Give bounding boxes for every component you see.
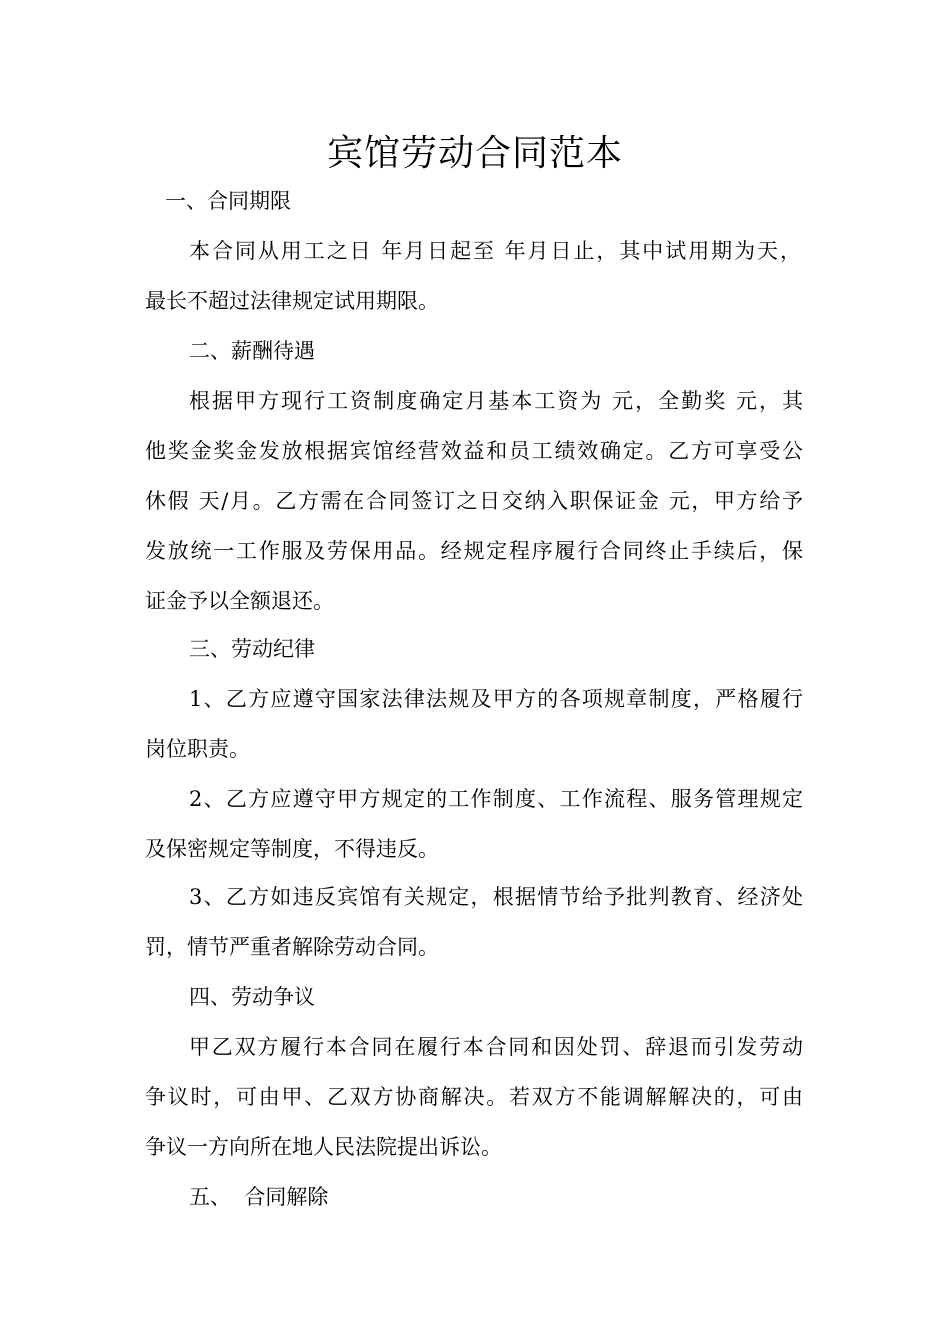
paragraph-line: 罚，情节严重者解除劳动合同。 (145, 935, 439, 959)
paragraph-line: 根据甲方现行工资制度确定月基本工资为 元，全勤奖 元，其 (189, 389, 803, 413)
section-heading-contract-termination: 五、 合同解除 (189, 1185, 329, 1209)
paragraph-line: 争议时，可由甲、乙双方协商解决。若双方不能调解解决的，可由 (145, 1085, 803, 1109)
section-heading-labor-discipline: 三、劳动纪律 (189, 637, 315, 661)
paragraph-line: 休假 天/月。乙方需在合同签订之日交纳入职保证金 元，甲方给予 (145, 489, 803, 513)
paragraph-line: 甲乙双方履行本合同在履行本合同和因处罚、辞退而引发劳动 (189, 1035, 803, 1059)
section-heading-contract-term: 一、合同期限 (165, 189, 291, 213)
section-heading-labor-dispute: 四、劳动争议 (189, 985, 315, 1009)
section-heading-salary: 二、薪酬待遇 (189, 339, 315, 363)
paragraph-line: 3、乙方如违反宾馆有关规定，根据情节给予批判教育、经济处 (189, 885, 803, 909)
paragraph-line: 岗位职责。 (145, 737, 250, 761)
paragraph-line: 最长不超过法律规定试用期限。 (145, 289, 439, 313)
paragraph-line: 争议一方向所在地人民法院提出诉讼。 (145, 1135, 502, 1159)
paragraph-line: 证金予以全额退还。 (145, 589, 334, 613)
paragraph-line: 发放统一工作服及劳保用品。经规定程序履行合同终止手续后，保 (145, 539, 803, 563)
paragraph-line: 2、乙方应遵守甲方规定的工作制度、工作流程、服务管理规定 (189, 787, 803, 811)
paragraph-line: 本合同从用工之日 年月日起至 年月日止，其中试用期为天， (189, 239, 801, 263)
paragraph-line: 及保密规定等制度，不得违反。 (145, 837, 439, 861)
paragraph-line: 1、乙方应遵守国家法律法规及甲方的各项规章制度，严格履行 (189, 687, 803, 711)
paragraph-line: 他奖金奖金发放根据宾馆经营效益和员工绩效确定。乙方可享受公 (145, 439, 803, 463)
document-title: 宾馆劳动合同范本 (326, 133, 623, 174)
